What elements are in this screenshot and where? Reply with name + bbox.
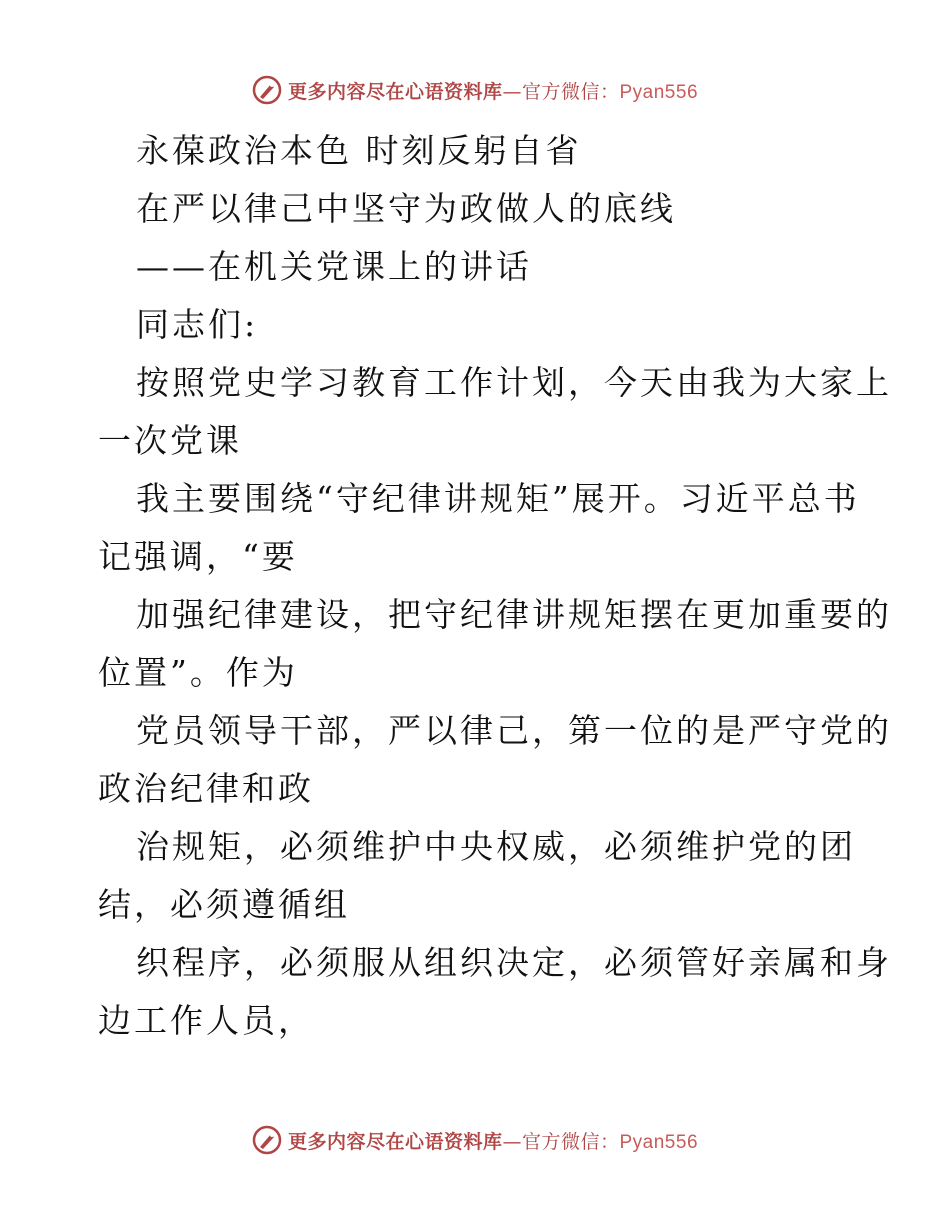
text-line: 一次党课	[98, 421, 242, 460]
text-line: 位置”。作为	[98, 653, 298, 692]
document-body	[98, 122, 892, 1050]
watermark-wechat-id: Pyan556	[619, 1131, 699, 1153]
watermark-text	[288, 77, 698, 104]
text-line: 织程序，必须服从组织决定，必须管好亲属和身	[136, 943, 892, 982]
watermark-wechat-id: Pyan556	[619, 81, 699, 103]
pen-nib-icon	[252, 75, 282, 105]
text-line: 永葆政治本色 时刻反躬自省	[136, 131, 582, 170]
text-line: 同志们:	[136, 305, 259, 344]
watermark-separator: —	[502, 80, 522, 103]
watermark-site-text: 更多内容尽在心语资料库	[287, 1130, 503, 1153]
text-line: 结，必须遵循组	[98, 885, 350, 924]
text-line: 政治纪律和政	[98, 769, 314, 808]
text-line: 加强纪律建设，把守纪律讲规矩摆在更加重要的	[136, 595, 892, 634]
pen-nib-icon	[252, 1125, 282, 1155]
text-line: 在严以律己中坚守为政做人的底线	[136, 189, 676, 228]
watermark-site-text: 更多内容尽在心语资料库	[287, 80, 503, 103]
text-line: 记强调，“要	[98, 537, 298, 576]
watermark-separator: —	[502, 1130, 522, 1153]
watermark-wechat-label: 官方微信：	[521, 80, 620, 103]
watermark-text	[288, 1127, 698, 1154]
watermark-wechat-label: 官方微信：	[521, 1130, 620, 1153]
text-line: 党员领导干部，严以律己，第一位的是严守党的	[136, 711, 892, 750]
text-line: 边工作人员，	[98, 1001, 314, 1040]
text-line: 按照党史学习教育工作计划，今天由我为大家上	[136, 363, 892, 402]
footer-watermark	[0, 1122, 950, 1158]
text-line: ——在机关党课上的讲话	[136, 247, 532, 286]
text-line: 我主要围绕“守纪律讲规矩”展开。习近平总书	[136, 479, 860, 518]
text-line: 治规矩，必须维护中央权威，必须维护党的团	[136, 827, 856, 866]
header-watermark	[0, 72, 950, 108]
